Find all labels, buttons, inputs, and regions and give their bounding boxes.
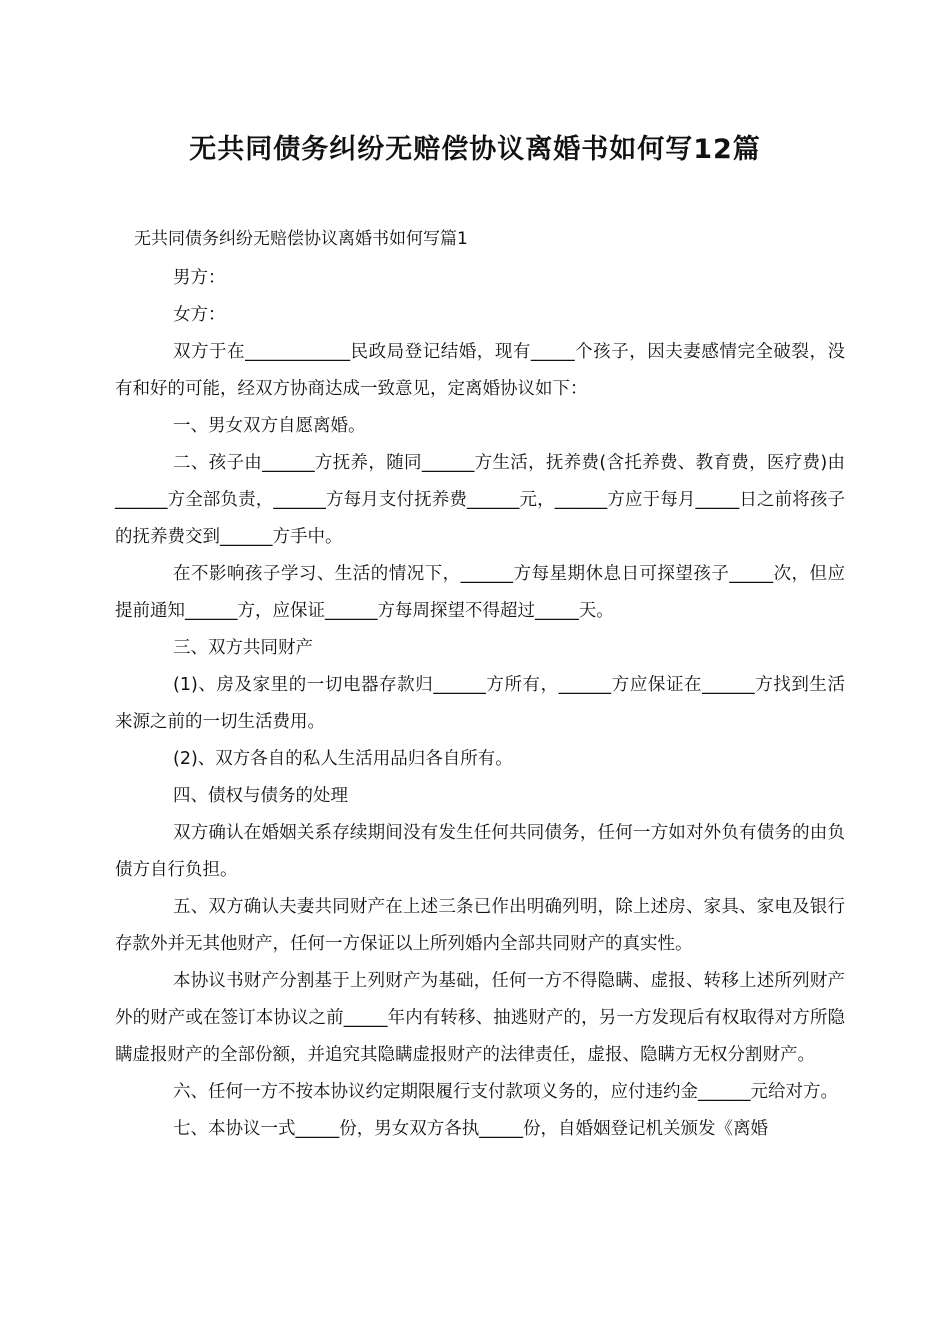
clause-4-heading: 四、债权与债务的处理 <box>173 786 348 806</box>
paragraph-property-division: 本协议书财产分割基于上列财产为基础，任何一方不得隐瞒、虚报、转移上述所列财产外的财产或在签订本协议之前_____年内有转移、抽逃财产的，另一方发现后有权取得对方所隐瞒虚报财产的全部份额，并追究其隐瞒虚报财产的法律责任，虚报、隐瞒方无权分割财产。 <box>115 971 845 1065</box>
paragraph-female-party: 女方： <box>173 305 226 325</box>
document-title: 无共同债务纠纷无赔偿协议离婚书如何写12篇 <box>189 134 761 165</box>
section-heading: 无共同债务纠纷无赔偿协议离婚书如何写篇1 <box>134 229 468 249</box>
document-body <box>115 260 845 1148</box>
clause-3-item-2: (2)、双方各自的私人生活用品归各自所有。 <box>173 749 513 769</box>
clause-2-custody: 二、孩子由______方抚养，随同______方生活，抚养费(含托养费、教育费，医疗费)由______方全部负责，______方每月支付抚养费______元，______方应于每月_____日之前将孩子的抚养费交到______方手中。 <box>115 453 845 547</box>
clause-5: 五、双方确认夫妻共同财产在上述三条已作出明确列明，除上述房、家具、家电及银行存款外并无其他财产，任何一方保证以上所列婚内全部共同财产的真实性。 <box>115 897 845 954</box>
paragraph-marriage-registration: 双方于在____________民政局登记结婚，现有_____个孩子，因夫妻感情完全破裂，没有和好的可能，经双方协商达成一致意见，定离婚协议如下： <box>115 342 845 399</box>
clause-3-item-1: (1)、房及家里的一切电器存款归______方所有，______方应保证在______方找到生活来源之前的一切生活费用。 <box>115 675 845 732</box>
paragraph-male-party: 男方： <box>173 268 226 288</box>
paragraph-visitation: 在不影响孩子学习、生活的情况下，______方每星期休息日可探望孩子_____次，但应提前通知______方，应保证______方每周探望不得超过_____天。 <box>115 564 845 621</box>
clause-1: 一、男女双方自愿离婚。 <box>173 416 366 436</box>
clause-3-heading: 三、双方共同财产 <box>173 638 313 658</box>
clause-7: 七、本协议一式_____份，男女双方各执_____份，自婚姻登记机关颁发《离婚 <box>173 1119 768 1139</box>
clause-6: 六、任何一方不按本协议约定期限履行支付款项义务的，应付违约金______元给对方。 <box>173 1082 838 1102</box>
paragraph-debts: 双方确认在婚姻关系存续期间没有发生任何共同债务，任何一方如对外负有债务的由负债方自行负担。 <box>115 823 845 880</box>
